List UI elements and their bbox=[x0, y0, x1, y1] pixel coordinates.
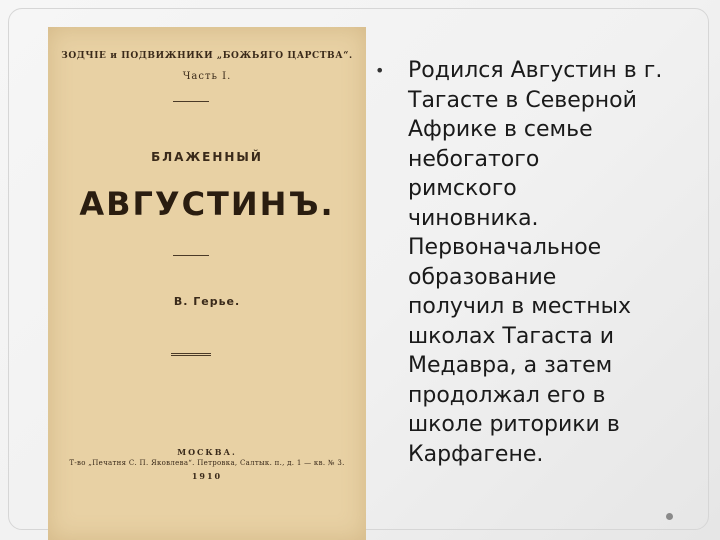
bullet-line: римского bbox=[408, 176, 517, 201]
bullet-line: Первоначальное bbox=[408, 235, 602, 260]
bullet-text bbox=[408, 56, 693, 469]
cover-divider-1 bbox=[173, 101, 209, 102]
decorative-dot-icon bbox=[666, 513, 673, 520]
bullet-line: чиновника. bbox=[408, 205, 539, 231]
cover-city: МОСКВА. bbox=[177, 447, 237, 457]
bullet-line: образование bbox=[408, 264, 557, 290]
cover-part-label: Часть I. bbox=[182, 71, 232, 82]
cover-series-title: ЗОДЧІЕ и ПОДВИЖНИКИ „БОЖЬЯГО ЦАРСТВА“. bbox=[61, 51, 353, 61]
bullet-line: Родился Августин в г. bbox=[408, 58, 663, 83]
cover-publisher: Т-во „Печатня С. П. Яковлева“. Петровка, Салтык. п., д. 1 — кв. № 3. bbox=[69, 459, 345, 467]
bullet-line: Медавра, а затем bbox=[408, 353, 613, 378]
bullet-line: Африке в семье bbox=[408, 117, 593, 142]
bullet-line: школе риторики в bbox=[408, 412, 620, 437]
cover-divider-3 bbox=[171, 353, 211, 356]
cover-author: В. Герье. bbox=[173, 295, 241, 308]
bullet-icon: • bbox=[375, 61, 385, 80]
cover-title: АВГУСТИНЪ. bbox=[79, 185, 335, 223]
bullet-line: Карфагене. bbox=[408, 441, 544, 467]
bullet-line: школах Тагаста и bbox=[408, 323, 615, 349]
bullet-line: небогатого bbox=[408, 146, 540, 172]
cover-year: 1910 bbox=[191, 471, 223, 481]
cover-subtitle: БЛАЖЕННЫЙ bbox=[151, 150, 263, 164]
book-cover-image bbox=[48, 27, 366, 540]
bullet-line: Тагасте в Северной bbox=[408, 87, 637, 113]
bullet-line: получил в местных bbox=[408, 294, 632, 319]
bullet-line: продолжал его в bbox=[408, 382, 606, 408]
cover-divider-2 bbox=[173, 255, 209, 256]
